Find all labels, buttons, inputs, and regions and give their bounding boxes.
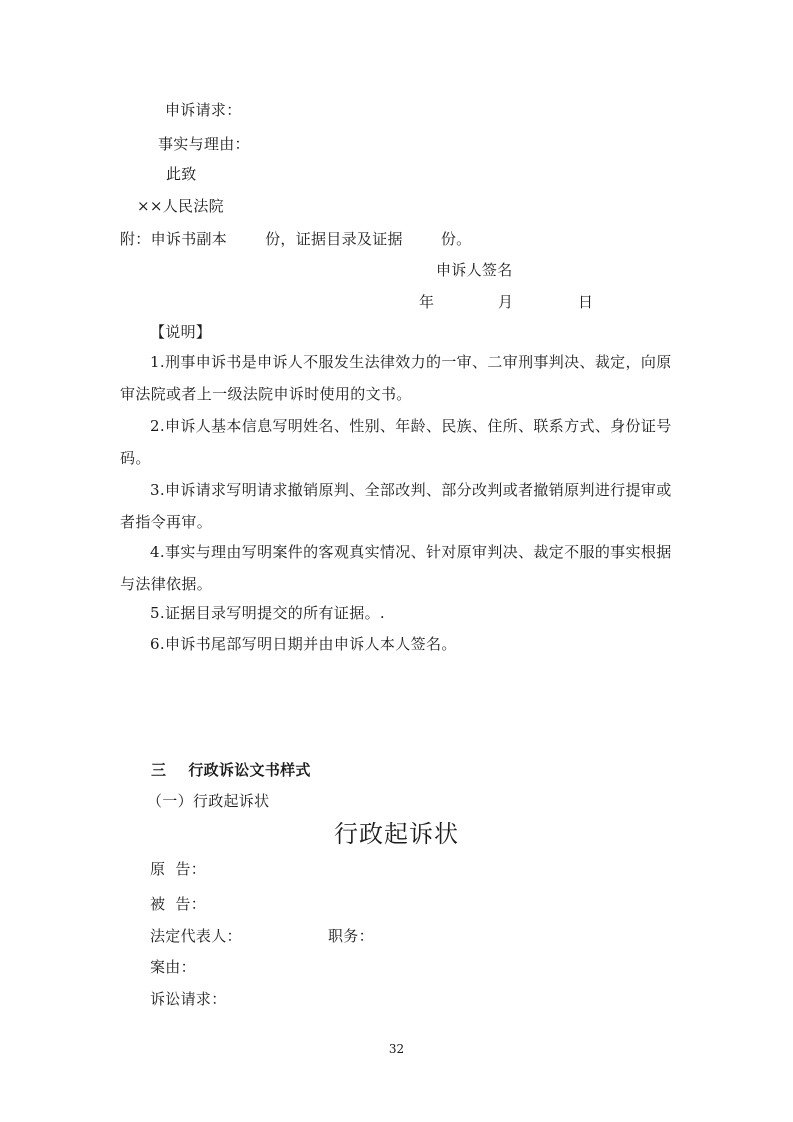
- section-title: 行政诉讼文书样式: [188, 761, 311, 779]
- attachment-prefix: 附：申诉书副本: [120, 230, 228, 248]
- notes-heading: 【说明】: [150, 323, 212, 341]
- attachment-end: 份。: [440, 230, 472, 248]
- note-item-3: 3.申诉请求写明请求撤销原判、全部改判、部分改判或者撤销原判进行提审或者指令再审。: [120, 481, 672, 531]
- appeal-request-label: 申诉请求：: [165, 101, 242, 119]
- note-item-2: 2.申诉人基本信息写明姓名、性别、年龄、民族、住所、联系方式、身份证号码。: [120, 417, 672, 467]
- cause-label: 案由：: [150, 958, 196, 976]
- signature-label: 申诉人签名: [436, 261, 513, 279]
- note-item-5: 5.证据目录写明提交的所有证据。.: [150, 604, 386, 622]
- note-item-1: 1.刑事申诉书是申诉人不服发生法律效力的一审、二审刑事判决、裁定，向原审法院或者上一级法院申诉时使用的文书。: [120, 353, 672, 403]
- court-name: ××人民法院: [137, 197, 224, 215]
- attachment-copies: 份，证据目录及证据: [265, 230, 403, 248]
- date-day: 日: [578, 293, 594, 311]
- note-item-6: 6.申诉书尾部写明日期并由申诉人本人签名。: [150, 635, 457, 653]
- legal-rep-label: 法定代表人：: [150, 927, 242, 945]
- subsection-heading: （一）行政起诉状: [147, 792, 270, 810]
- page-number: 32: [388, 1042, 405, 1056]
- salutation: 此致: [166, 165, 197, 183]
- date-year: 年: [419, 293, 435, 311]
- plaintiff-label: 原 告：: [150, 860, 207, 878]
- attachment-line: [120, 229, 471, 249]
- note-item-4: 4.事实与理由写明案件的客观真实情况、针对原审判决、裁定不服的事实根据与法律依据。: [120, 543, 672, 593]
- complaint-title: 行政起诉状: [334, 820, 459, 848]
- claims-label: 诉讼请求：: [150, 990, 227, 1008]
- defendant-label: 被 告：: [150, 895, 207, 913]
- section-heading: [151, 760, 311, 780]
- section-number: 三: [151, 761, 167, 779]
- date-month: 月: [498, 293, 514, 311]
- position-label: 职务：: [328, 927, 374, 945]
- appeal-facts-label: 事实与理由：: [158, 135, 250, 153]
